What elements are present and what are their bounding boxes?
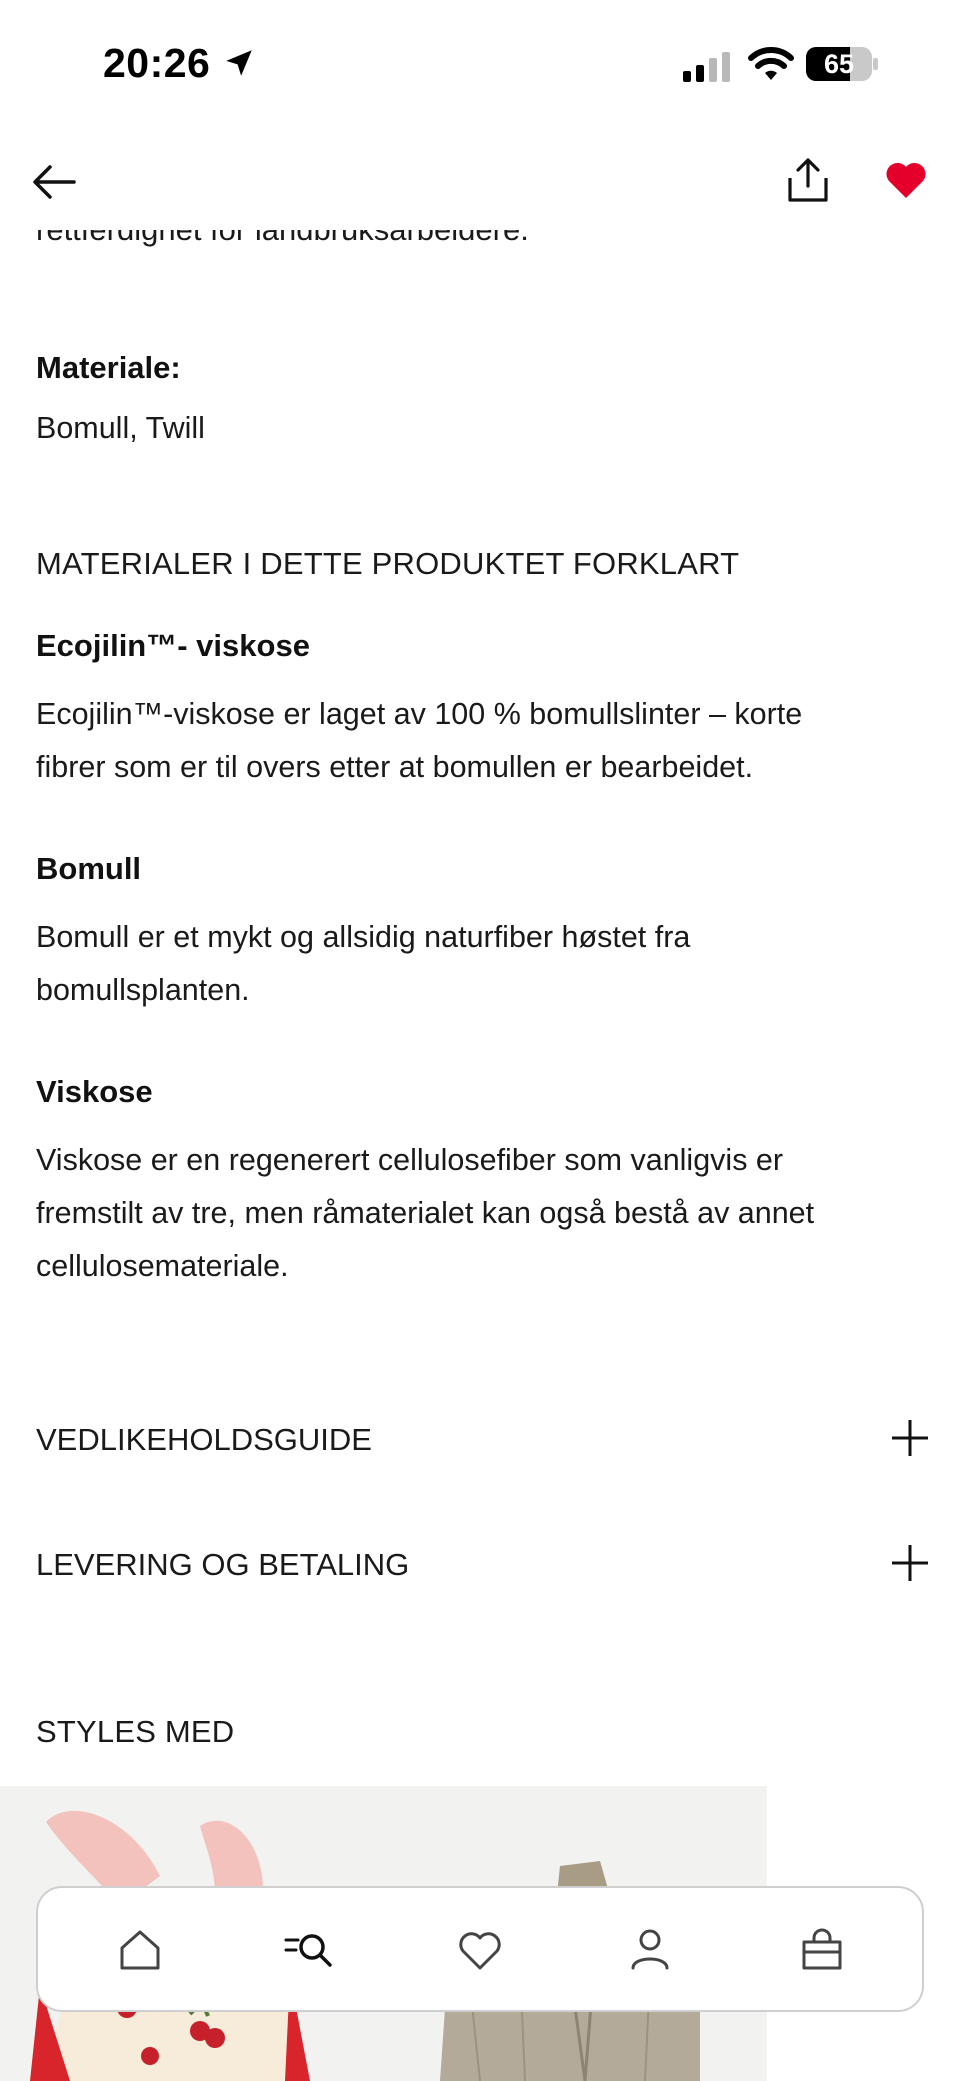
material-desc-line: Bomull er et mykt og allsidig naturfiber høstet fra xyxy=(36,920,691,954)
plus-icon xyxy=(890,1543,930,1583)
material-desc-line: bomullsplanten. xyxy=(36,973,250,1007)
top-navigation-bar xyxy=(0,130,960,230)
styles-with-heading: STYLES MED xyxy=(36,1714,235,1749)
heart-filled-icon xyxy=(886,163,925,198)
material-desc-viskose xyxy=(36,1134,926,1293)
cellular-signal-icon xyxy=(683,52,733,82)
accordion-delivery-payment[interactable] xyxy=(36,1537,930,1597)
share-button[interactable] xyxy=(786,156,830,204)
nav-search-button[interactable] xyxy=(278,1918,342,1982)
material-desc-ecojilin xyxy=(36,688,926,794)
share-icon xyxy=(790,160,826,200)
nav-favorites-button[interactable] xyxy=(448,1918,512,1982)
nav-bag-button[interactable] xyxy=(790,1918,854,1982)
material-title-ecojilin: Ecojilin™- viskose xyxy=(36,628,310,663)
plus-icon xyxy=(890,1418,930,1458)
status-bar xyxy=(0,0,960,130)
material-title-bomull: Bomull xyxy=(36,851,142,886)
shopping-bag-icon xyxy=(804,1930,840,1968)
wifi-icon xyxy=(748,46,794,82)
material-desc-line: Viskose er en regenerert cellulosefiber som vanligvis er xyxy=(36,1143,784,1177)
heart-outline-icon xyxy=(461,1934,499,1968)
location-arrow-icon xyxy=(222,46,256,80)
material-desc-line: fremstilt av tre, men råmaterialet kan også bestå av annet xyxy=(36,1196,815,1230)
menu-search-icon xyxy=(286,1936,330,1965)
nav-account-button[interactable] xyxy=(618,1918,682,1982)
material-title-viskose: Viskose xyxy=(36,1074,153,1109)
status-time: 20:26 xyxy=(103,40,211,86)
material-desc-line: Ecojilin™-viskose er laget av 100 % bomullslinter – korte xyxy=(36,697,803,731)
nav-home-button[interactable] xyxy=(108,1918,172,1982)
accordion-label: LEVERING OG BETALING xyxy=(36,1547,410,1582)
materials-explained-heading: MATERIALER I DETTE PRODUKTET FORKLART xyxy=(36,546,740,581)
bottom-navigation-bar xyxy=(36,1886,924,2012)
accordion-label: VEDLIKEHOLDSGUIDE xyxy=(36,1422,372,1457)
material-desc-line: fibrer som er til overs etter at bomullen er bearbeidet. xyxy=(36,750,754,784)
home-icon xyxy=(122,1932,158,1968)
battery-level: 65 xyxy=(823,49,855,79)
material-value: Bomull, Twill xyxy=(36,411,205,445)
material-desc-line: cellulosemateriale. xyxy=(36,1249,289,1283)
material-label: Materiale: xyxy=(36,350,181,385)
material-desc-bomull xyxy=(36,911,926,1017)
user-icon xyxy=(633,1931,667,1968)
favorite-button[interactable] xyxy=(884,160,928,200)
arrow-left-icon xyxy=(35,167,74,197)
accordion-care-guide[interactable] xyxy=(36,1412,930,1472)
back-button[interactable] xyxy=(30,158,78,206)
